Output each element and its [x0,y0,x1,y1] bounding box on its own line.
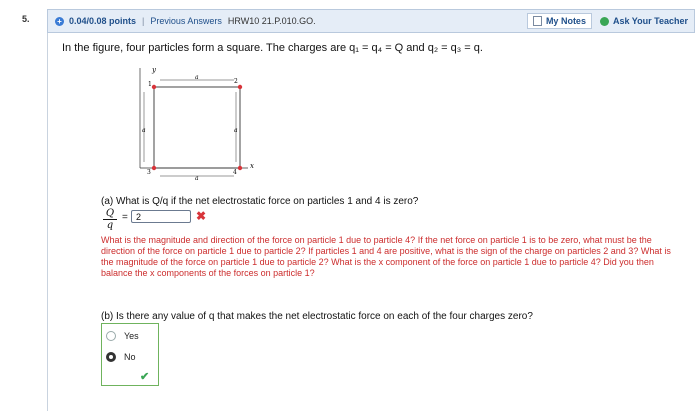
previous-answers-link[interactable]: Previous Answers [150,16,222,26]
my-notes-button[interactable] [527,13,592,29]
particle-3-label: 3 [147,169,151,176]
ask-teacher-label: Ask Your Teacher [612,16,688,26]
side-label-right: a [234,127,238,134]
header-separator: | [142,16,145,26]
particle-2-label: 2 [234,78,238,85]
question-number: 5. [22,14,30,24]
fraction-numerator: Q [103,208,117,220]
radio-yes[interactable] [106,331,116,341]
option-no[interactable] [106,352,136,362]
side-label-bottom: a [195,175,199,182]
part-b-question: (b) Is there any value of q that makes the net electrostatic force on each of the four charges zero? [101,311,533,322]
particle-4 [238,166,242,170]
assignment-code: HRW10 21.P.010.GO. [227,16,316,26]
my-notes-label: My Notes [545,16,586,26]
particle-2 [238,85,242,89]
particle-3 [152,166,156,170]
option-no-label: No [124,352,136,362]
square-outline [154,87,240,168]
side-label-top: a [195,74,199,81]
left-divider [47,33,48,411]
points-score: 0.04/0.08 points [69,16,137,26]
question-prompt: In the figure, four particles form a square. The charges are q₁ = q₄ = Q and q₂ = q₃ = q. [62,42,483,54]
incorrect-x-icon: ✖ [196,209,207,223]
square-charges-figure [130,62,260,182]
answer-choices [101,323,159,386]
answer-input[interactable] [131,210,191,223]
feedback-hint: What is the magnitude and direction of the force on particle 1 due to particle 4? If the net force on particle 1 is to be zero, what must be the direction of the force on particle 1 due to particle 2? If particles 1 and 4 are positive, what is the sign of the charge on particles 2 and 3? What is the magnitude of the force on particle 1 due to particle 2? What is the x component of the force on particle 1 due to particle 4? Did you then balance the x components of the forces on particle 1? [101,235,671,278]
part-a-question: (a) What is Q/q if the net electrostatic force on particles 1 and 4 is zero? [101,196,419,207]
fraction-denominator: q [106,220,114,231]
question-header [47,9,695,33]
ratio-fraction [103,208,117,231]
points-plus-icon[interactable]: + [55,17,64,26]
equals-sign: = [122,212,128,223]
ask-teacher-button[interactable] [600,16,688,26]
y-axis-label: y [152,66,156,74]
plus-circle-icon [600,17,609,26]
particle-1-label: 1 [148,81,152,88]
option-yes[interactable] [106,331,139,341]
radio-no-selected[interactable] [106,352,116,362]
side-label-left: a [142,127,146,134]
note-icon [533,16,542,26]
x-axis-label: x [250,162,254,170]
particle-1 [152,85,156,89]
correct-check-icon: ✔ [140,371,150,383]
option-yes-label: Yes [124,331,139,341]
particle-4-label: 4 [233,169,237,176]
